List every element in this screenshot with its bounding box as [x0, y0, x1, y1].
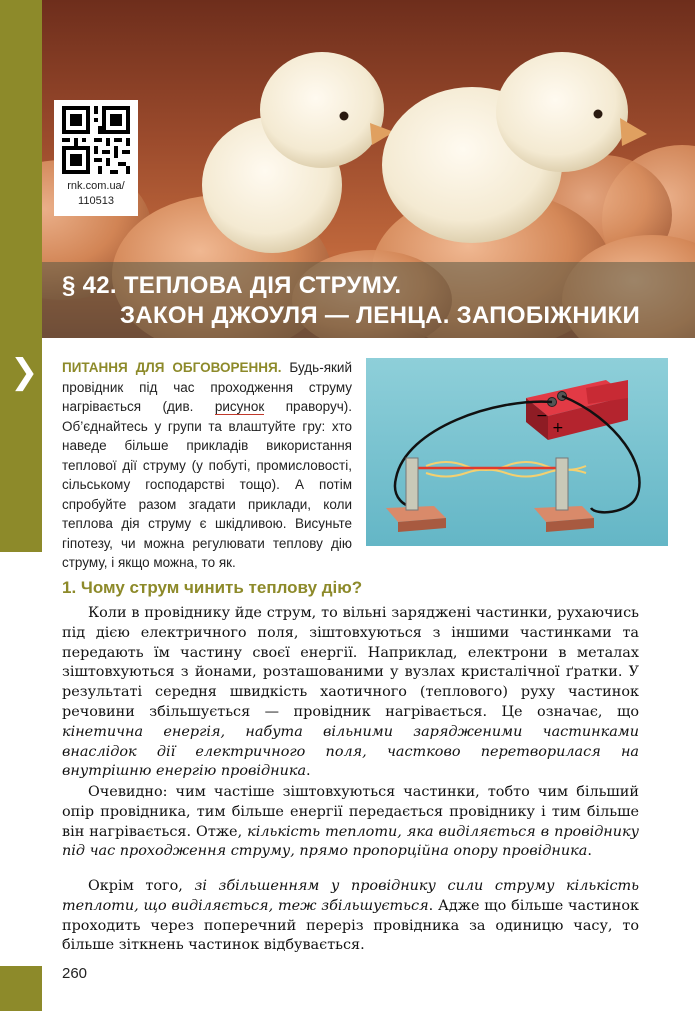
- discussion-text-1: Будь-який провідник під час проходження струму нагрівається (див.: [62, 360, 352, 414]
- p1-end: .: [306, 763, 311, 780]
- p1-emphasis: кінетична енергія, набута вільними зарядженими частинками внаслідок дії електричного поля, частково перетворилася на внутрішню енергію провідника: [62, 723, 639, 780]
- p3-end: . Адже що більше частинок проходить через поперечний переріз провідника за одиницю часу, то більше зіткнень частинок відбувається.: [62, 897, 639, 954]
- circuit-illustration: [366, 358, 668, 546]
- chevron-right-icon: ❯: [10, 352, 39, 392]
- hero-photo-chicks: [42, 0, 695, 338]
- section-title-line-2: ЗАКОН ДЖОУЛЯ — ЛЕНЦА. ЗАПОБІЖНИКИ: [120, 302, 641, 329]
- subsection-heading: 1. Чому струм чинить теплову дію?: [62, 578, 363, 597]
- paragraph-3: [62, 877, 639, 956]
- footer-color-strip: [0, 966, 42, 1011]
- qr-link-line-2[interactable]: 110513: [78, 195, 114, 207]
- p3-text: Окрім того,: [88, 878, 195, 894]
- discussion-label: ПИТАННЯ ДЛЯ ОБГОВОРЕННЯ.: [62, 360, 282, 375]
- qr-code-block[interactable]: [54, 100, 138, 216]
- p2-end: .: [587, 843, 592, 860]
- qr-link-line-1[interactable]: rnk.com.ua/: [67, 180, 125, 192]
- sidebar-color-strip: [0, 0, 42, 338]
- figure-link[interactable]: рисунок: [214, 399, 265, 414]
- plus-terminal-label: +: [552, 420, 564, 436]
- page-number: 260: [62, 965, 88, 982]
- p1-text: Коли в провіднику йде струм, то вільні заряджені частинки, рухаючись під дією електричного поля, зіштовхуються з іншими частинками та передають їм частину своєї енергії. Наприклад, електрони в металах зіштовхуються з йонами, розташованими у вузлах кристалічної ґратки. У результаті середня швидкість хаотичного (теплового) руху частинок речовини збільшується — провідник нагрівається. Це означає, що: [62, 605, 639, 720]
- paragraph-2: [62, 783, 639, 862]
- circuit-figure: [366, 358, 668, 546]
- paragraph-1: [62, 604, 639, 782]
- minus-terminal-label: −: [536, 408, 548, 424]
- discussion-question: [62, 358, 352, 573]
- section-title-line-1: § 42. ТЕПЛОВА ДІЯ СТРУМУ.: [62, 272, 402, 299]
- qr-code-icon: [62, 106, 130, 174]
- p2-text: Очевидно: чим частіше зіштовхуються частинки, тобто чим більший опір провідника, тим більше енергії передається провіднику і тим більше він нагрівається. Отже,: [62, 784, 639, 840]
- p3-emphasis: зі збільшенням у провіднику сили струму кількість теплоти, що виділяється, теж збільшується: [62, 878, 639, 914]
- discussion-text-2: праворуч). Об’єднайтесь у групи та влаштуйте гру: хто наведе більше прикладів використання теплової дії струму (у побуті, промисловості, сільському господарстві тощо). А потім спробуйте разом згадати приклади, коли теплова дія струму є шкідливою. Висуньте гіпотезу, чи можна регулювати теплову дію струму, і якщо можна, то як.: [62, 399, 352, 570]
- p2-emphasis: кількість теплоти, яка виділяється в провіднику під час проходження струму, прямо пропорційна опору провідника: [62, 823, 639, 860]
